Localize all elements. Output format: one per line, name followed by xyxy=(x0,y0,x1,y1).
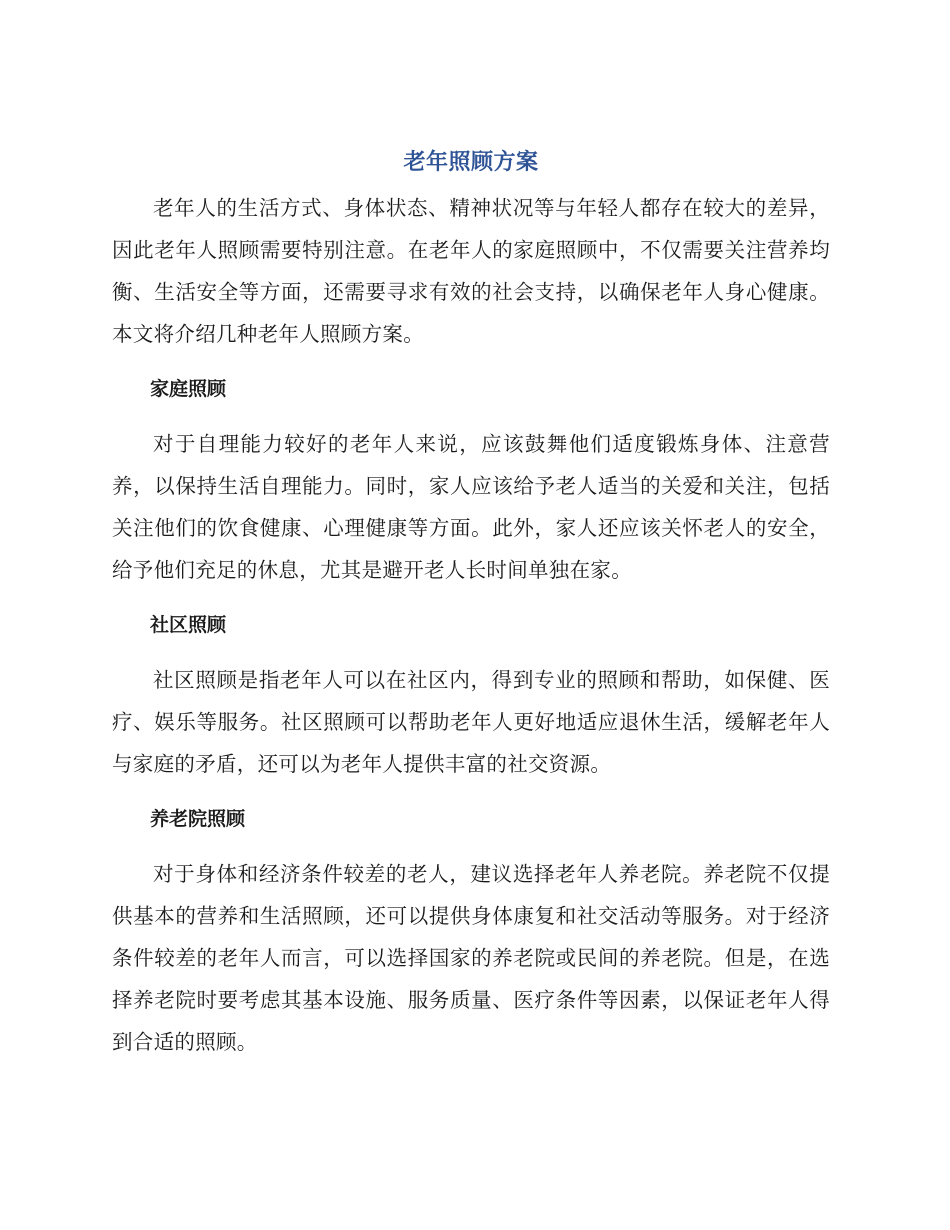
section-heading-home-care: 家庭照顾 xyxy=(150,378,227,400)
section-body-nursing-home-care: 对于身体和经济条件较差的老人，建议选择老年人养老院。养老院不仅提供基本的营养和生活照顾，还可以提供身体康复和社交活动等服务。对于经济条件较差的老年人而言，可以选择国家的养老院或民间的养老院。但是，在选择养老院时要考虑其基本设施、服务质量、医疗条件等因素，以保证老年人得到合适的照顾。 xyxy=(112,862,830,1054)
section-body-community-care: 社区照顾是指老年人可以在社区内，得到专业的照顾和帮助，如保健、医疗、娱乐等服务。社区照顾可以帮助老年人更好地适应退休生活，缓解老年人与家庭的矛盾，还可以为老年人提供丰富的社交资源。 xyxy=(112,668,830,776)
intro-paragraph: 老年人的生活方式、身体状态、精神状况等与年轻人都存在较大的差异，因此老年人照顾需要特别注意。在老年人的家庭照顾中，不仅需要关注营养均衡、生活安全等方面，还需要寻求有效的社会支持，以确保老年人身心健康。本文将介绍几种老年人照顾方案。 xyxy=(112,196,830,346)
section-body-home-care: 对于自理能力较好的老年人来说，应该鼓舞他们适度锻炼身体、注意营养，以保持生活自理能力。同时，家人应该给予老人适当的关爱和关注，包括关注他们的饮食健康、心理健康等方面。此外，家人还应该关怀老人的安全，给予他们充足的休息，尤其是避开老人长时间单独在家。 xyxy=(112,432,830,582)
section-heading-community-care: 社区照顾 xyxy=(150,614,227,636)
document-title: 老年照顾方案 xyxy=(403,150,539,175)
section-heading-nursing-home-care: 养老院照顾 xyxy=(150,808,246,830)
document-content xyxy=(112,145,830,1077)
